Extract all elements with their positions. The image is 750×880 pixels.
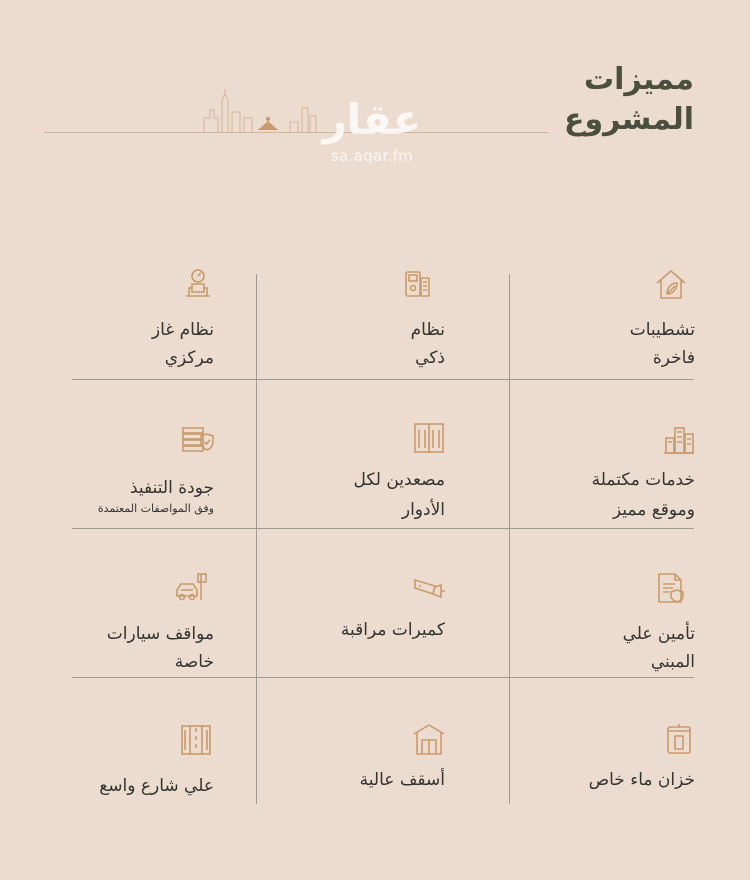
water-tank-icon xyxy=(661,722,697,758)
feature-parking xyxy=(44,570,214,670)
feature-services-line-2: وموقع مميز xyxy=(612,500,695,520)
feature-insurance xyxy=(525,570,695,670)
feature-services-line-1: خدمات مكتملة xyxy=(591,470,695,490)
feature-smart xyxy=(275,266,445,366)
gas-meter-icon xyxy=(180,266,216,302)
feature-street-line-1: علي شارع واسع xyxy=(99,776,214,796)
feature-cameras xyxy=(275,570,445,670)
watermark-url: sa.aqar.fm xyxy=(330,147,414,165)
house-leaf-icon xyxy=(653,266,689,302)
city-buildings-icon xyxy=(661,420,697,456)
feature-water-line-1: خزان ماء خاص xyxy=(588,770,695,790)
feature-ceilings xyxy=(275,722,445,802)
feature-finishes-line-2: فاخرة xyxy=(652,348,695,368)
feature-ceilings-line-1: أسقف عالية xyxy=(359,770,445,790)
smart-panel-icon xyxy=(399,266,435,302)
feature-parking-line-2: خاصة xyxy=(174,652,214,672)
row-divider xyxy=(72,677,694,678)
wide-street-icon xyxy=(178,722,214,758)
feature-gas-line-1: نظام غاز xyxy=(151,320,214,340)
feature-cameras-line-1: كميرات مراقبة xyxy=(340,620,445,640)
quality-stack-icon xyxy=(180,420,216,456)
security-camera-icon xyxy=(411,570,447,606)
feature-quality-line-2: وفق المواصفات المعتمدة xyxy=(97,502,214,515)
feature-finishes xyxy=(525,266,695,366)
high-ceiling-icon xyxy=(411,722,447,758)
feature-water xyxy=(525,722,695,802)
feature-services xyxy=(525,420,695,520)
title-line-1: مميزات xyxy=(583,62,694,97)
feature-finishes-line-1: تشطيبات xyxy=(629,320,695,340)
feature-elevators xyxy=(275,420,445,520)
row-divider xyxy=(72,528,694,529)
feature-smart-line-1: نظام xyxy=(410,320,445,340)
feature-insurance-line-2: المبني xyxy=(650,652,695,672)
feature-parking-line-1: مواقف سيارات xyxy=(106,624,214,644)
feature-gas xyxy=(44,266,214,366)
feature-smart-line-2: ذكي xyxy=(415,348,445,368)
feature-quality-line-1: جودة التنفيذ xyxy=(130,478,214,498)
row-divider xyxy=(72,379,694,380)
title-line-2: المشروع xyxy=(564,102,694,137)
feature-gas-line-2: مركزي xyxy=(164,348,214,368)
feature-quality xyxy=(44,420,214,520)
elevator-icon xyxy=(411,420,447,456)
insurance-document-icon xyxy=(653,570,689,606)
watermark-logo-text: عقار xyxy=(322,95,422,144)
feature-elevators-line-2: الأدوار xyxy=(401,500,445,520)
parking-car-icon xyxy=(174,570,210,606)
feature-street xyxy=(44,722,214,802)
feature-elevators-line-1: مصعدين لكل xyxy=(353,470,445,490)
feature-insurance-line-1: تأمين علي xyxy=(622,624,695,644)
